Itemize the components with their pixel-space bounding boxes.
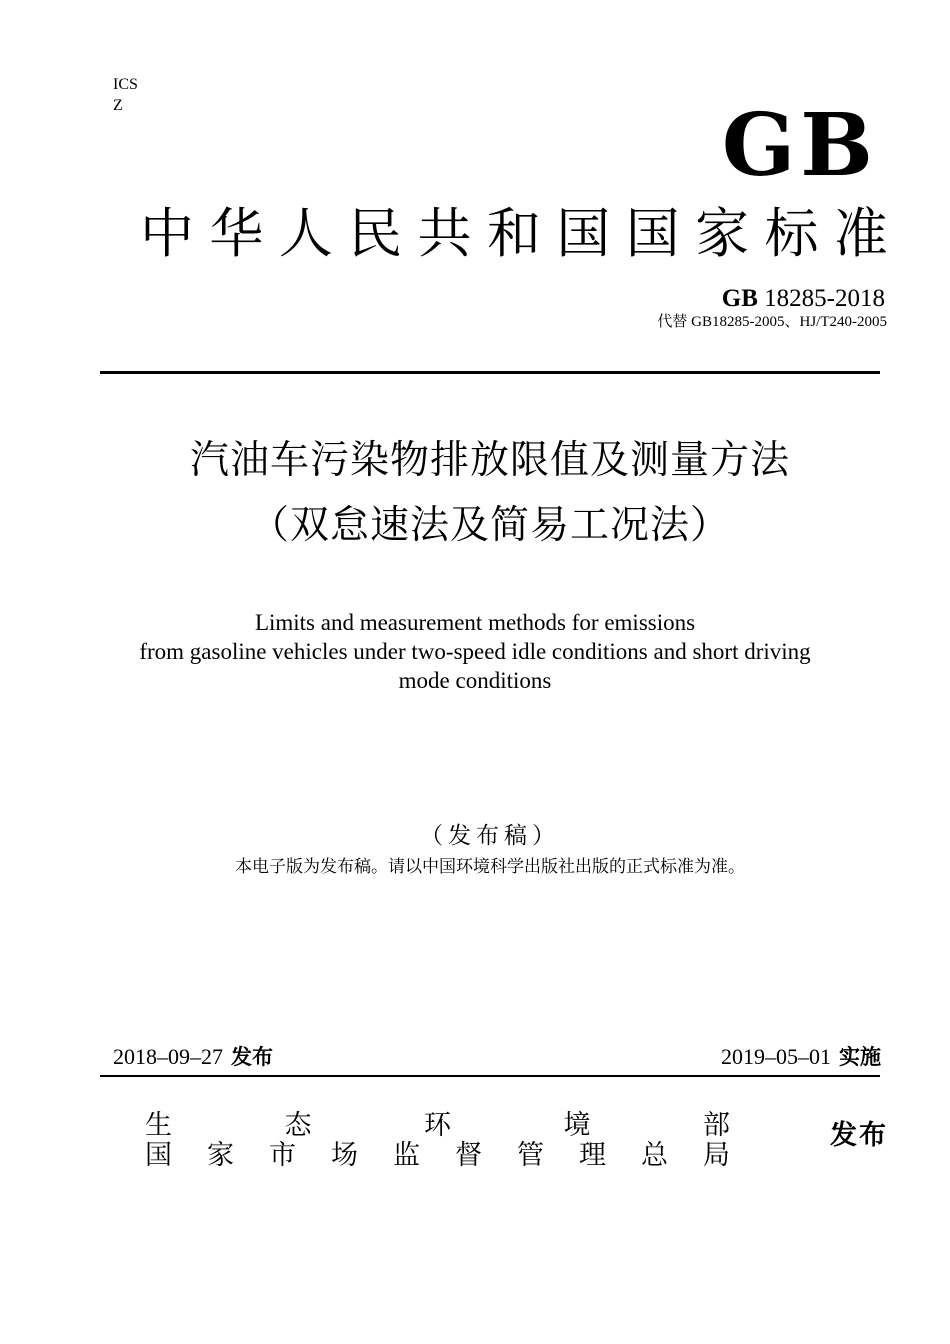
- issue-date-group: [113, 1044, 273, 1071]
- ics-class-code: Z: [113, 97, 123, 114]
- title-english: [60, 608, 890, 695]
- replaces-note: 代替 GB18285-2005、HJ/T240-2005: [657, 314, 887, 330]
- footer-divider-rule: [100, 1075, 880, 1077]
- title-chinese-line2: （双怠速法及简易工况法）: [249, 504, 730, 547]
- agency-line-administration: 国 家 市 场 监 督 管 理 总 局: [145, 1140, 730, 1170]
- implement-date: 2019–05–01: [721, 1044, 831, 1069]
- draft-stamp-label: （发布稿）: [420, 823, 560, 848]
- implement-date-label: 实施: [839, 1046, 881, 1069]
- title-english-line2: from gasoline vehicles under two-speed idle conditions and short driving: [139, 639, 811, 664]
- header-divider-rule: [100, 371, 880, 374]
- national-standard-name: 中 华 人 民 共 和 国 国 家 标 准: [140, 204, 888, 264]
- implement-date-group: [721, 1044, 881, 1071]
- ics-block: [113, 74, 138, 116]
- draft-note: 本电子版为发布稿。请以中国环境科学出版社出版的正式标准为准。: [235, 857, 745, 876]
- agency-line-ministry: 生 态 环 境 部: [145, 1110, 730, 1140]
- title-chinese-line1: 汽油车污染物排放限值及测量方法: [189, 439, 790, 482]
- gb-logo: GB: [721, 95, 878, 196]
- title-english-line3: mode conditions: [398, 668, 552, 693]
- standard-number-value: 18285-2018: [764, 285, 885, 312]
- date-row: [113, 1044, 881, 1071]
- issuing-agencies: [145, 1111, 730, 1171]
- publish-label: 发布: [830, 1120, 888, 1150]
- standard-number-prefix: GB: [721, 285, 758, 312]
- title-english-line1: Limits and measurement methods for emissions: [254, 610, 696, 635]
- issue-date: 2018–09–27: [113, 1044, 223, 1069]
- standard-number: [722, 285, 885, 312]
- ics-label: ICS: [113, 76, 138, 93]
- issue-date-label: 发布: [231, 1046, 273, 1069]
